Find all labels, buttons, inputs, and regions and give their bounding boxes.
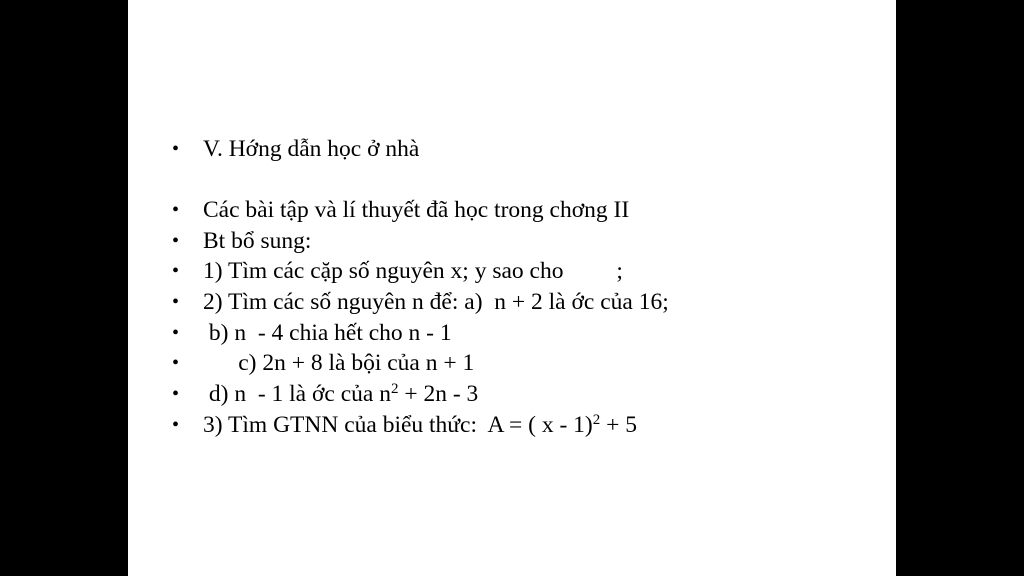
slide-line-exercise-2b xyxy=(128,318,452,348)
slide-line-theory xyxy=(128,195,630,225)
line-text-tail: + 5 xyxy=(600,412,638,438)
slide-line-exercise-2c xyxy=(128,348,475,378)
line-text-tail: + 2n - 3 xyxy=(398,381,479,407)
bullet-icon: • xyxy=(172,260,180,282)
line-text xyxy=(203,410,637,440)
bullet-icon: • xyxy=(172,291,180,313)
slide-line-extra-exercises xyxy=(128,226,312,256)
bullet-icon: • xyxy=(172,383,180,405)
bullet-icon: • xyxy=(172,322,180,344)
line-text: V. Hớng dẫn học ở nhà xyxy=(203,136,420,162)
slide-line-exercise-2a xyxy=(128,287,669,317)
slide-line-exercise-1 xyxy=(128,256,623,286)
bullet-icon: • xyxy=(172,230,180,252)
line-text: c) 2n + 8 là bội của n + 1 xyxy=(203,350,475,376)
line-text: Các bài tập và lí thuyết đã học trong chơng II xyxy=(203,197,630,223)
line-text xyxy=(203,379,478,409)
bullet-icon: • xyxy=(172,199,180,221)
line-text-main: d) n - 1 là ớc của n xyxy=(203,381,391,407)
line-text: Bt bổ sung: xyxy=(203,228,312,254)
exponent: 2 xyxy=(592,411,601,428)
bullet-icon: • xyxy=(172,352,180,374)
slide-line-heading xyxy=(128,134,420,164)
slide-line-exercise-3 xyxy=(128,410,638,440)
slide-content xyxy=(128,0,896,576)
line-text: b) n - 4 chia hết cho n - 1 xyxy=(203,320,452,346)
slide xyxy=(128,0,896,576)
exponent: 2 xyxy=(390,380,399,397)
line-text: 1) Tìm các cặp số nguyên x; y sao cho ; xyxy=(203,258,623,284)
bullet-icon: • xyxy=(172,138,180,160)
line-text-main: 3) Tìm GTNN của biểu thức: A = ( x - 1) xyxy=(203,412,593,438)
slide-line-exercise-2d xyxy=(128,379,479,409)
bullet-icon: • xyxy=(172,414,180,436)
line-text: 2) Tìm các số nguyên n để: a) n + 2 là ớc của 16; xyxy=(203,289,669,315)
